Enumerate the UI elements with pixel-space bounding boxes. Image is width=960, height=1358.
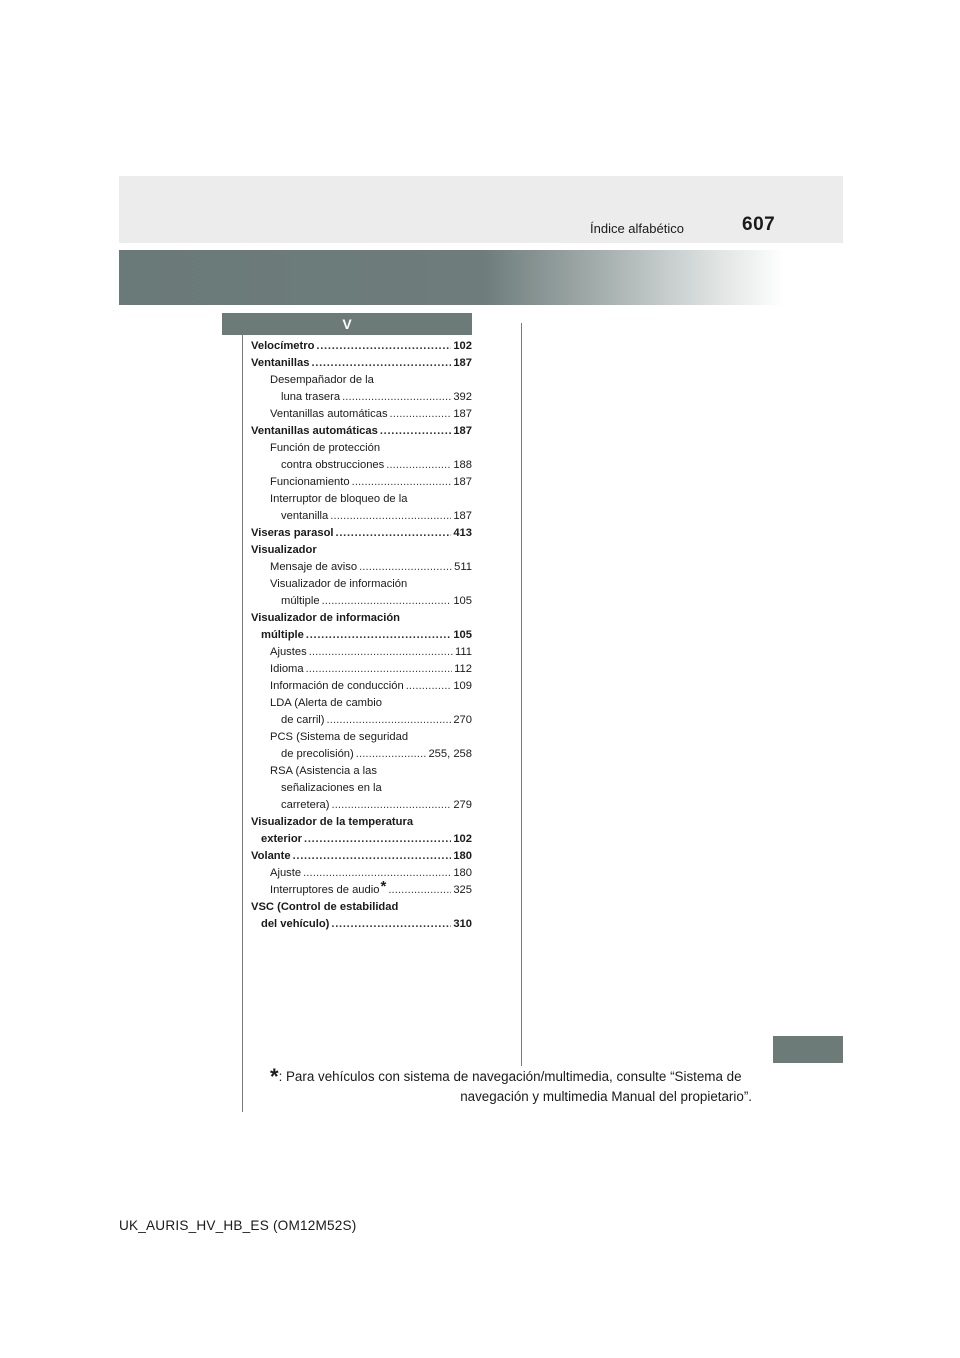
index-entry-page: 187 [453, 510, 472, 522]
index-entry-page: 105 [453, 629, 472, 641]
dot-leader [352, 474, 452, 491]
header-gradient-band [119, 250, 784, 305]
dot-leader [406, 678, 452, 695]
dot-leader [304, 831, 451, 848]
index-entry-page: 255, 258 [428, 748, 472, 760]
dot-leader [336, 525, 452, 542]
index-entry [251, 508, 472, 525]
page-number: 607 [742, 214, 776, 235]
index-entry [251, 695, 472, 712]
index-entry-page: 102 [453, 340, 472, 352]
index-entry-page: 180 [453, 867, 472, 879]
index-entry-text: Volante [251, 850, 291, 862]
index-entry [251, 389, 472, 406]
footnote-line-1 [270, 1064, 752, 1087]
dot-leader [309, 644, 453, 661]
index-entry [251, 440, 472, 457]
index-entry-text: Desempañador de la [270, 374, 374, 386]
index-entry-text: carretera) [281, 799, 330, 811]
index-entry-text: LDA (Alerta de cambio [270, 697, 382, 709]
index-entry-text: Interruptores de audio [270, 884, 380, 896]
index-entry-page: 102 [453, 833, 472, 845]
dot-leader [359, 559, 452, 576]
dot-leader [331, 916, 451, 933]
index-entry-page: 187 [453, 476, 472, 488]
index-entry-page: 279 [453, 799, 472, 811]
index-entry-text: de carril) [281, 714, 325, 726]
index-entry-page: 180 [453, 850, 472, 862]
index-entry-text: de precolisión) [281, 748, 354, 760]
footnote-asterisk: * [270, 1064, 279, 1089]
index-entry-page: 310 [453, 918, 472, 930]
index-entry-text: Ajustes [270, 646, 307, 658]
dot-leader [303, 865, 451, 882]
dot-leader [388, 882, 451, 899]
index-entry-text: del vehículo) [261, 918, 330, 930]
index-entry [251, 576, 472, 593]
index-entry-text: contra obstrucciones [281, 459, 385, 471]
index-entry [251, 678, 472, 695]
index-entry-text: Viseras parasol [251, 527, 334, 539]
dot-leader [342, 389, 451, 406]
footnote [270, 1064, 752, 1107]
index-entry [251, 423, 472, 440]
index-entry [251, 644, 472, 661]
index-entry [251, 593, 472, 610]
index-entry-text: señalizaciones en la [281, 782, 382, 794]
index-entry-page: 112 [454, 663, 472, 675]
index-entry-page: 187 [453, 408, 472, 420]
index-entry-page: 109 [453, 680, 472, 692]
dot-leader [386, 457, 451, 474]
index-entry-text: ventanilla [281, 510, 329, 522]
header-bar [119, 176, 843, 243]
section-title: Índice alfabético [590, 221, 684, 236]
index-entry [251, 627, 472, 644]
index-entry-text: Visualizador de la temperatura [251, 816, 414, 828]
dot-leader [332, 797, 452, 814]
index-entry-text: Información de conducción [270, 680, 404, 692]
side-thumb-tab [773, 1036, 843, 1063]
index-entry-page: 392 [453, 391, 472, 403]
index-entry-page: 511 [454, 561, 472, 573]
index-entry-text: Mensaje de aviso [270, 561, 358, 573]
index-entry [251, 899, 472, 916]
dot-leader [311, 355, 451, 372]
dot-leader [322, 593, 452, 610]
index-entry-page: 111 [454, 646, 472, 658]
index-entry-text: Función de protección [270, 442, 381, 454]
index-entry-page: 188 [453, 459, 472, 471]
column-rule-left [242, 335, 243, 1112]
index-entry-text: Visualizador [251, 544, 317, 556]
index-entry [251, 406, 472, 423]
index-entry [251, 491, 472, 508]
index-entry [251, 916, 472, 933]
index-entry [251, 831, 472, 848]
index-entry-text: Idioma [270, 663, 304, 675]
index-entry-text: Interruptor de bloqueo de la [270, 493, 408, 505]
index-entry [251, 848, 472, 865]
index-entry-text: RSA (Asistencia a las [270, 765, 377, 777]
index-entry [251, 712, 472, 729]
dot-leader [330, 508, 451, 525]
index-entry-text: Visualizador de información [251, 612, 400, 624]
index-entry [251, 763, 472, 780]
index-entry [251, 746, 472, 763]
index-entry-page: 187 [453, 357, 472, 369]
index-entry-list [251, 338, 472, 933]
index-entry [251, 559, 472, 576]
index-entry [251, 780, 472, 797]
index-entry-text: Ventanillas automáticas [270, 408, 388, 420]
footnote-text-1: : Para vehículos con sistema de navegación/multimedia, consulte “Sistema de [278, 1069, 742, 1084]
dot-leader [380, 423, 451, 440]
dot-leader [390, 406, 452, 423]
index-entry-text: Velocímetro [251, 340, 315, 352]
index-entry-text: luna trasera [281, 391, 341, 403]
index-entry-text: múltiple [281, 595, 320, 607]
index-entry-page: 187 [453, 425, 472, 437]
index-entry-text: Ventanillas [251, 357, 310, 369]
index-entry-text: múltiple [261, 629, 304, 641]
index-entry-text: VSC (Control de estabilidad [251, 901, 399, 913]
index-entry [251, 457, 472, 474]
index-entry [251, 814, 472, 831]
index-entry-text: exterior [261, 833, 303, 845]
footnote-line-2: navegación y multimedia Manual del propietario”. [460, 1089, 752, 1104]
dot-leader [306, 661, 453, 678]
index-entry [251, 865, 472, 882]
index-entry-page: 105 [453, 595, 472, 607]
index-entry [251, 525, 472, 542]
dot-leader [293, 848, 452, 865]
index-entry [251, 878, 472, 899]
document-code: UK_AURIS_HV_HB_ES (OM12M52S) [119, 1218, 357, 1233]
index-entry [251, 542, 472, 559]
dot-leader [356, 746, 427, 763]
index-entry-text: Ajuste [270, 867, 302, 879]
index-entry-page: 325 [453, 884, 472, 896]
index-entry [251, 729, 472, 746]
index-entry [251, 338, 472, 355]
footnote-ref-asterisk: * [380, 878, 387, 895]
index-entry-text: Funcionamiento [270, 476, 350, 488]
index-entry-text: Ventanillas automáticas [251, 425, 378, 437]
dot-leader [306, 627, 451, 644]
index-entry [251, 610, 472, 627]
index-entry-text: PCS (Sistema de seguridad [270, 731, 409, 743]
index-entry [251, 797, 472, 814]
index-entry-page: 413 [453, 527, 472, 539]
index-letter-header: V [222, 313, 472, 335]
index-entry [251, 355, 472, 372]
index-entry-text: Visualizador de información [270, 578, 408, 590]
index-entry [251, 372, 472, 389]
index-entry [251, 661, 472, 678]
dot-leader [316, 338, 451, 355]
column-rule-middle [521, 323, 522, 1066]
index-entry [251, 474, 472, 491]
dot-leader [327, 712, 452, 729]
index-entry-page: 270 [453, 714, 472, 726]
